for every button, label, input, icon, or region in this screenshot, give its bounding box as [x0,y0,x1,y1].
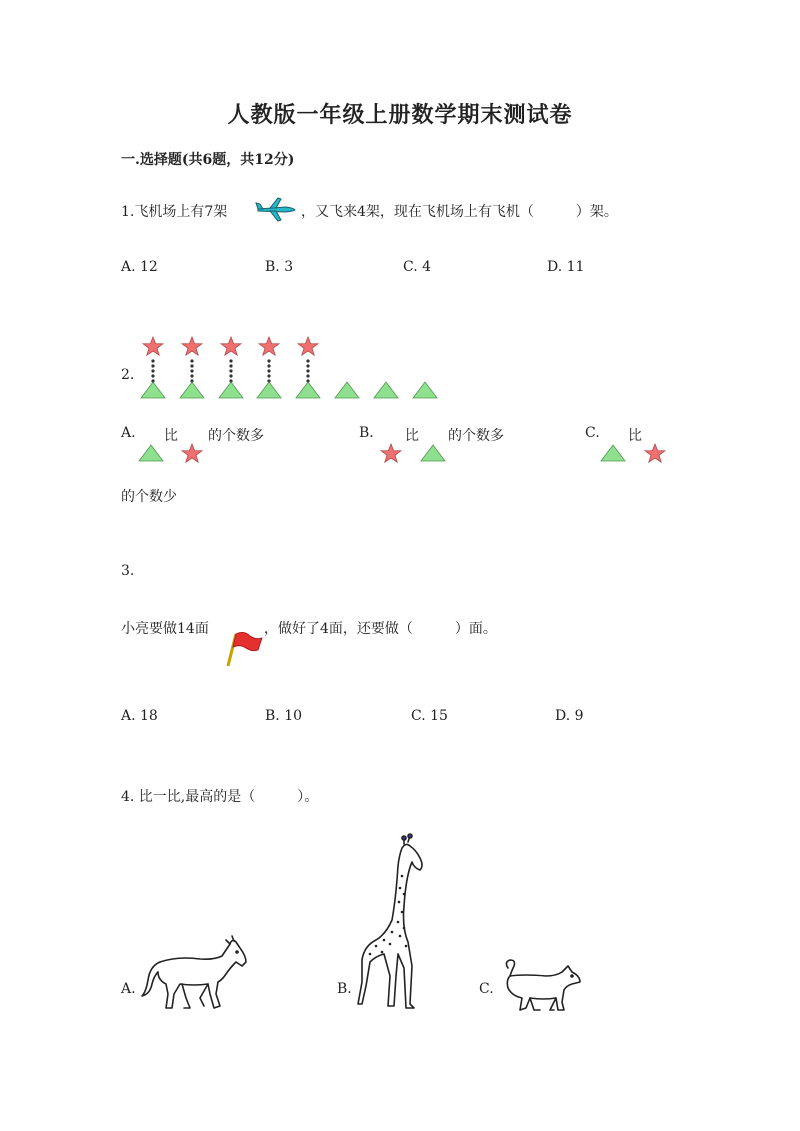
q2-option-a-label[interactable]: A. [121,425,136,441]
q4-question: 4. 比一比,最高的是（ ）。 [121,789,319,805]
triangle-icon [295,381,321,399]
star-icon [142,336,164,356]
airplane-icon [256,196,296,222]
star-icon [297,336,319,356]
star-icon [258,336,280,356]
q2-option-c-label[interactable]: C. [585,425,600,441]
horse-icon [138,936,250,1012]
triangle-icon [140,381,166,399]
dotted-connector [150,359,156,383]
dotted-connector [228,359,234,383]
q3-suffix: ，做好了4面，还要做（ ）面。 [264,621,497,637]
triangle-icon [412,381,438,399]
q2-option-a-compare: 比 [164,428,178,444]
triangle-icon [373,381,399,399]
q3-option-d[interactable]: D. 9 [555,708,584,724]
dotted-connector [189,359,195,383]
q3-option-c[interactable]: C. 15 [411,708,448,724]
q1-option-b[interactable]: B. 3 [265,259,294,275]
triangle-icon [420,444,446,462]
q3-option-a[interactable]: A. 18 [121,708,158,724]
q1-option-a[interactable]: A. 12 [121,259,158,275]
q4-option-a[interactable]: A. [121,981,136,997]
giraffe-icon [354,836,428,1014]
q2-option-c-tail: 的个数少 [121,489,177,505]
triangle-icon [600,444,626,462]
triangle-icon [334,381,360,399]
q4-option-c[interactable]: C. [479,981,494,997]
q2-option-b-tail: 的个数多 [448,428,504,444]
triangle-icon [218,381,244,399]
q2-option-b-compare: 比 [405,428,419,444]
triangle-icon [256,381,282,399]
q4-option-b[interactable]: B. [337,981,352,997]
q3-option-b[interactable]: B. 10 [265,708,303,724]
q2-option-a-tail: 的个数多 [208,428,264,444]
star-icon [220,336,242,356]
section-header: 一.选择题(共6题，共12分) [121,152,295,168]
q2-option-c-compare: 比 [628,428,642,444]
q1-prefix: 1.飞机场上有7架 [121,204,228,220]
dotted-connector [266,359,272,383]
star-icon [380,443,402,463]
q1-suffix: ，又飞来4架，现在飞机场上有飞机（ ）架。 [301,204,618,220]
dotted-connector [305,359,311,383]
page-title: 人教版一年级上册数学期末测试卷 [227,102,573,128]
q3-number: 3. [121,563,135,579]
q1-option-c[interactable]: C. 4 [403,259,432,275]
star-icon [181,443,203,463]
q2-number: 2. [121,367,135,383]
star-icon [181,336,203,356]
triangle-icon [179,381,205,399]
q3-prefix: 小亮要做14面 [121,621,209,637]
q1-option-d[interactable]: D. 11 [547,259,585,275]
q2-option-b-label[interactable]: B. [359,425,374,441]
star-icon [644,443,666,463]
triangle-icon [138,444,164,462]
dog-icon [500,958,584,1014]
red-flag-icon [224,628,264,668]
